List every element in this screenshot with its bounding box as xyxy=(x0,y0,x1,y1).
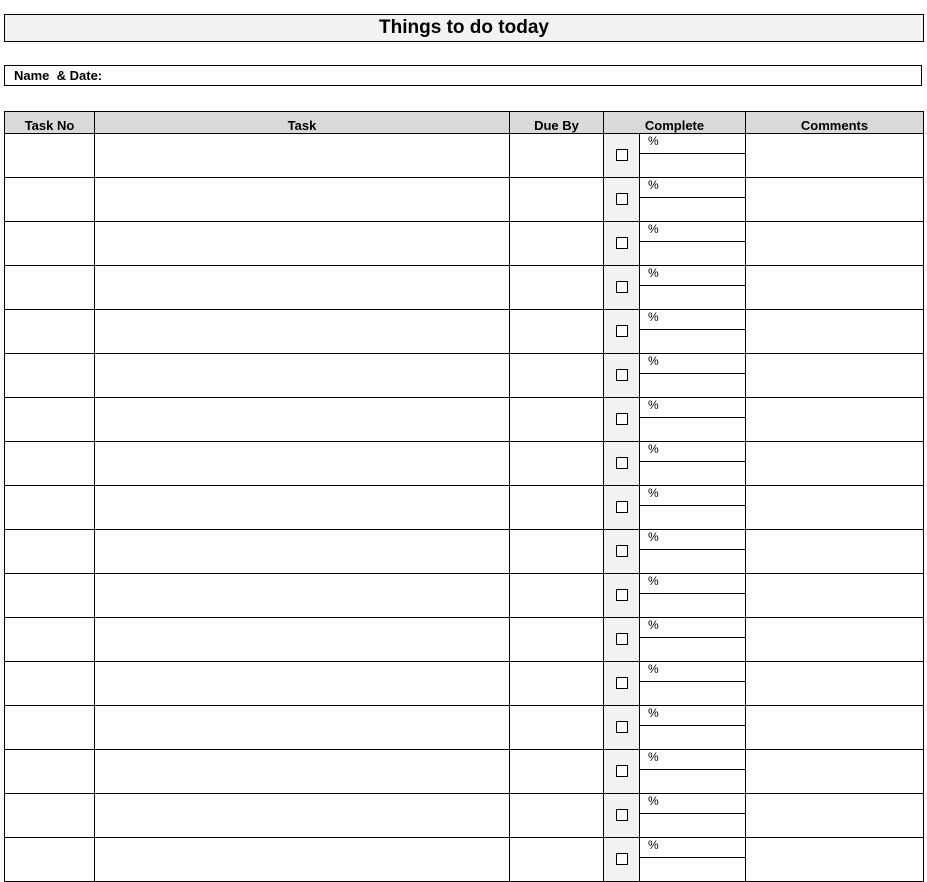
page-title: Things to do today xyxy=(4,14,924,42)
complete-checkbox-cell xyxy=(604,838,640,882)
comments-cell[interactable] xyxy=(746,794,924,838)
task-cell[interactable] xyxy=(95,750,510,794)
due-by-cell[interactable] xyxy=(510,310,604,354)
col-header-due-by: Due By xyxy=(510,112,604,134)
name-date-row xyxy=(4,65,922,86)
comments-cell[interactable] xyxy=(746,662,924,706)
task-no-cell[interactable] xyxy=(5,530,95,574)
percent-label: % xyxy=(640,486,745,506)
percent-cell xyxy=(640,442,746,486)
due-by-cell[interactable] xyxy=(510,178,604,222)
task-no-cell[interactable] xyxy=(5,134,95,178)
name-date-label: Name & Date: xyxy=(14,68,103,83)
percent-input[interactable] xyxy=(640,638,745,661)
task-cell[interactable] xyxy=(95,354,510,398)
percent-input[interactable] xyxy=(640,594,745,617)
percent-input[interactable] xyxy=(640,858,745,881)
complete-checkbox-cell xyxy=(604,178,640,222)
table-row xyxy=(5,134,924,178)
task-cell[interactable] xyxy=(95,442,510,486)
comments-cell[interactable] xyxy=(746,530,924,574)
comments-cell[interactable] xyxy=(746,134,924,178)
due-by-cell[interactable] xyxy=(510,266,604,310)
col-header-task: Task xyxy=(95,112,510,134)
due-by-cell[interactable] xyxy=(510,574,604,618)
complete-checkbox[interactable] xyxy=(616,457,628,469)
task-cell[interactable] xyxy=(95,222,510,266)
comments-cell[interactable] xyxy=(746,442,924,486)
table-row xyxy=(5,310,924,354)
comments-cell[interactable] xyxy=(746,222,924,266)
percent-label: % xyxy=(640,750,745,770)
percent-input[interactable] xyxy=(640,770,745,793)
task-no-cell[interactable] xyxy=(5,442,95,486)
percent-label: % xyxy=(640,442,745,462)
complete-checkbox-cell xyxy=(604,398,640,442)
percent-input[interactable] xyxy=(640,550,745,573)
due-by-cell[interactable] xyxy=(510,838,604,882)
table-row xyxy=(5,178,924,222)
task-no-cell[interactable] xyxy=(5,266,95,310)
complete-checkbox-cell xyxy=(604,310,640,354)
table-row xyxy=(5,794,924,838)
name-date-input[interactable] xyxy=(102,65,921,86)
task-cell[interactable] xyxy=(95,574,510,618)
task-no-cell[interactable] xyxy=(5,618,95,662)
complete-checkbox[interactable] xyxy=(616,413,628,425)
task-cell[interactable] xyxy=(95,486,510,530)
due-by-cell[interactable] xyxy=(510,442,604,486)
table-row xyxy=(5,618,924,662)
complete-checkbox[interactable] xyxy=(616,677,628,689)
percent-cell xyxy=(640,530,746,574)
percent-label: % xyxy=(640,398,745,418)
task-no-cell[interactable] xyxy=(5,794,95,838)
table-row xyxy=(5,838,924,882)
comments-cell[interactable] xyxy=(746,574,924,618)
percent-input[interactable] xyxy=(640,462,745,485)
complete-checkbox[interactable] xyxy=(616,149,628,161)
percent-input[interactable] xyxy=(640,198,745,221)
percent-input[interactable] xyxy=(640,154,745,177)
task-cell[interactable] xyxy=(95,662,510,706)
table-row xyxy=(5,574,924,618)
percent-input[interactable] xyxy=(640,286,745,309)
complete-checkbox[interactable] xyxy=(616,809,628,821)
task-no-cell[interactable] xyxy=(5,398,95,442)
complete-checkbox[interactable] xyxy=(616,193,628,205)
percent-label: % xyxy=(640,794,745,814)
percent-label: % xyxy=(640,354,745,374)
percent-input[interactable] xyxy=(640,330,745,353)
percent-cell xyxy=(640,134,746,178)
percent-cell xyxy=(640,662,746,706)
percent-input[interactable] xyxy=(640,814,745,837)
complete-checkbox-cell xyxy=(604,486,640,530)
percent-cell xyxy=(640,574,746,618)
percent-label: % xyxy=(640,662,745,682)
table-header-row xyxy=(5,112,924,134)
percent-input[interactable] xyxy=(640,506,745,529)
complete-checkbox[interactable] xyxy=(616,237,628,249)
percent-input[interactable] xyxy=(640,726,745,749)
complete-checkbox[interactable] xyxy=(616,281,628,293)
complete-checkbox[interactable] xyxy=(616,369,628,381)
task-no-cell[interactable] xyxy=(5,354,95,398)
complete-checkbox-cell xyxy=(604,794,640,838)
percent-cell xyxy=(640,266,746,310)
complete-checkbox[interactable] xyxy=(616,633,628,645)
comments-cell[interactable] xyxy=(746,310,924,354)
percent-label: % xyxy=(640,574,745,594)
percent-label: % xyxy=(640,530,745,550)
task-no-cell[interactable] xyxy=(5,178,95,222)
table-row xyxy=(5,442,924,486)
percent-cell xyxy=(640,618,746,662)
task-no-cell[interactable] xyxy=(5,750,95,794)
task-no-cell[interactable] xyxy=(5,574,95,618)
table-row xyxy=(5,750,924,794)
complete-checkbox-cell xyxy=(604,222,640,266)
complete-checkbox-cell xyxy=(604,354,640,398)
comments-cell[interactable] xyxy=(746,266,924,310)
percent-label: % xyxy=(640,222,745,242)
due-by-cell[interactable] xyxy=(510,750,604,794)
table-row xyxy=(5,222,924,266)
task-cell[interactable] xyxy=(95,706,510,750)
percent-cell xyxy=(640,838,746,882)
task-cell[interactable] xyxy=(95,398,510,442)
task-rows xyxy=(5,134,924,882)
complete-checkbox[interactable] xyxy=(616,325,628,337)
complete-checkbox[interactable] xyxy=(616,765,628,777)
percent-cell xyxy=(640,706,746,750)
task-cell[interactable] xyxy=(95,134,510,178)
percent-label: % xyxy=(640,134,745,154)
complete-checkbox-cell xyxy=(604,530,640,574)
table-row xyxy=(5,530,924,574)
complete-checkbox[interactable] xyxy=(616,545,628,557)
complete-checkbox-cell xyxy=(604,618,640,662)
percent-cell xyxy=(640,398,746,442)
comments-cell[interactable] xyxy=(746,398,924,442)
task-no-cell[interactable] xyxy=(5,662,95,706)
col-header-complete: Complete xyxy=(604,112,746,134)
table-row xyxy=(5,662,924,706)
complete-checkbox[interactable] xyxy=(616,589,628,601)
task-no-cell[interactable] xyxy=(5,706,95,750)
task-no-cell[interactable] xyxy=(5,486,95,530)
due-by-cell[interactable] xyxy=(510,398,604,442)
comments-cell[interactable] xyxy=(746,618,924,662)
task-cell[interactable] xyxy=(95,794,510,838)
task-cell[interactable] xyxy=(95,178,510,222)
col-header-comments: Comments xyxy=(746,112,924,134)
complete-checkbox[interactable] xyxy=(616,501,628,513)
comments-cell[interactable] xyxy=(746,706,924,750)
percent-cell xyxy=(640,486,746,530)
percent-cell xyxy=(640,222,746,266)
percent-label: % xyxy=(640,618,745,638)
percent-input[interactable] xyxy=(640,418,745,441)
table-row xyxy=(5,706,924,750)
task-cell[interactable] xyxy=(95,618,510,662)
percent-label: % xyxy=(640,310,745,330)
comments-cell[interactable] xyxy=(746,354,924,398)
comments-cell[interactable] xyxy=(746,486,924,530)
complete-checkbox-cell xyxy=(604,574,640,618)
percent-cell xyxy=(640,750,746,794)
table-row xyxy=(5,266,924,310)
percent-cell xyxy=(640,794,746,838)
table-row xyxy=(5,486,924,530)
task-table xyxy=(4,111,924,882)
due-by-cell[interactable] xyxy=(510,618,604,662)
due-by-cell[interactable] xyxy=(510,706,604,750)
due-by-cell[interactable] xyxy=(510,222,604,266)
complete-checkbox-cell xyxy=(604,706,640,750)
task-cell[interactable] xyxy=(95,310,510,354)
complete-checkbox-cell xyxy=(604,134,640,178)
percent-label: % xyxy=(640,178,745,198)
percent-cell xyxy=(640,178,746,222)
complete-checkbox[interactable] xyxy=(616,853,628,865)
due-by-cell[interactable] xyxy=(510,662,604,706)
task-no-cell[interactable] xyxy=(5,838,95,882)
percent-label: % xyxy=(640,706,745,726)
percent-input[interactable] xyxy=(640,242,745,265)
percent-label: % xyxy=(640,838,745,858)
due-by-cell[interactable] xyxy=(510,134,604,178)
percent-cell xyxy=(640,310,746,354)
col-header-task-no: Task No xyxy=(5,112,95,134)
comments-cell[interactable] xyxy=(746,178,924,222)
table-row xyxy=(5,398,924,442)
comments-cell[interactable] xyxy=(746,750,924,794)
complete-checkbox-cell xyxy=(604,442,640,486)
due-by-cell[interactable] xyxy=(510,530,604,574)
task-no-cell[interactable] xyxy=(5,222,95,266)
complete-checkbox[interactable] xyxy=(616,721,628,733)
due-by-cell[interactable] xyxy=(510,794,604,838)
task-cell[interactable] xyxy=(95,838,510,882)
table-row xyxy=(5,354,924,398)
complete-checkbox-cell xyxy=(604,750,640,794)
complete-checkbox-cell xyxy=(604,266,640,310)
complete-checkbox-cell xyxy=(604,662,640,706)
comments-cell[interactable] xyxy=(746,838,924,882)
task-no-cell[interactable] xyxy=(5,310,95,354)
percent-input[interactable] xyxy=(640,682,745,705)
task-cell[interactable] xyxy=(95,266,510,310)
due-by-cell[interactable] xyxy=(510,354,604,398)
percent-cell xyxy=(640,354,746,398)
task-cell[interactable] xyxy=(95,530,510,574)
percent-input[interactable] xyxy=(640,374,745,397)
due-by-cell[interactable] xyxy=(510,486,604,530)
percent-label: % xyxy=(640,266,745,286)
